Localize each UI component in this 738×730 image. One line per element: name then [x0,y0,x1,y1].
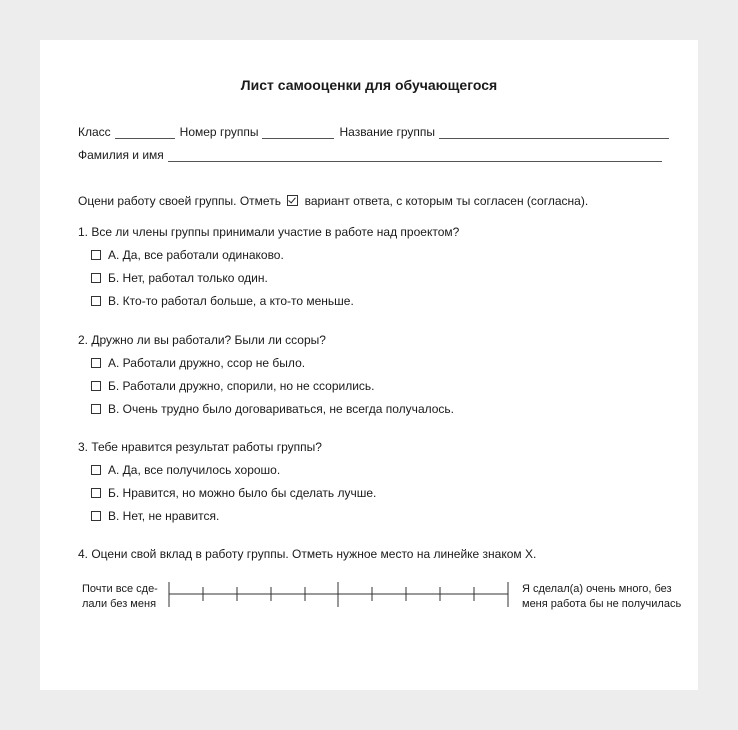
name-label: Фамилия и имя [78,148,164,162]
option-label: Б. Работали дружно, спорили, но не ссорились. [108,379,375,393]
checkbox-icon[interactable] [91,273,101,283]
instruction-text-after: вариант ответа, с которым ты согласен (согласна). [304,194,589,208]
checked-box-icon [287,195,298,206]
scale-right-line-1: Я сделал(а) очень много, без [522,583,672,595]
self-assessment-sheet [40,40,698,690]
name-row [78,148,667,162]
option-label: В. Кто-то работал больше, а кто-то меньше. [108,294,354,308]
question-1-option-a[interactable] [91,248,284,262]
checkbox-icon[interactable] [91,250,101,260]
option-label: А. Да, все получилось хорошо. [108,463,281,477]
question-2-option-c[interactable] [91,402,454,416]
group-name-field[interactable] [439,126,669,139]
question-2-option-a[interactable] [91,356,305,370]
checkbox-icon[interactable] [91,296,101,306]
question-2: 2. Дружно ли вы работали? Были ли ссоры? [78,333,326,347]
instruction-text-before: Оцени работу своей группы. Отметь [78,194,281,208]
name-field[interactable] [168,149,662,162]
group-number-label: Номер группы [179,125,259,139]
option-label: Б. Нравится, но можно было бы сделать лучше. [108,486,377,500]
question-3: 3. Тебе нравится результат работы группы? [78,440,322,454]
scale-right-label [522,582,681,612]
question-3-option-c[interactable] [91,509,219,523]
question-1-option-b[interactable] [91,271,268,285]
question-3-option-b[interactable] [91,486,376,500]
question-2-option-b[interactable] [91,379,375,393]
contribution-scale[interactable] [168,582,510,608]
checkbox-icon[interactable] [91,404,101,414]
instruction [78,194,588,208]
checkbox-icon[interactable] [91,358,101,368]
option-label: Б. Нет, работал только один. [108,271,268,285]
option-label: В. Очень трудно было договариваться, не всегда получалось. [108,402,455,416]
scale-right-line-2: меня работа бы не получилась [522,598,682,610]
question-1-option-c[interactable] [91,294,354,308]
checkbox-icon[interactable] [91,465,101,475]
group-name-label: Название группы [339,125,435,139]
sheet-title: Лист самооценки для обучающегося [240,77,498,93]
option-label: А. Работали дружно, ссор не было. [108,356,306,370]
checkbox-icon[interactable] [91,511,101,521]
option-label: А. Да, все работали одинаково. [108,248,284,262]
scale-left-line-2: лали без меня [82,598,157,610]
question-3-option-a[interactable] [91,463,280,477]
group-number-field[interactable] [262,126,334,139]
checkbox-icon[interactable] [91,488,101,498]
option-label: В. Нет, не нравится. [108,509,220,523]
question-1: 1. Все ли члены группы принимали участие в работе над проектом? [78,225,460,239]
scale-left-label [82,582,162,612]
class-label: Класс [78,125,111,139]
class-group-row [78,125,674,139]
checkbox-icon[interactable] [91,381,101,391]
class-field[interactable] [115,126,175,139]
question-4: 4. Оцени свой вклад в работу группы. Отметь нужное место на линейке знаком Х. [78,547,537,561]
scale-left-line-1: Почти все сде- [82,583,158,595]
